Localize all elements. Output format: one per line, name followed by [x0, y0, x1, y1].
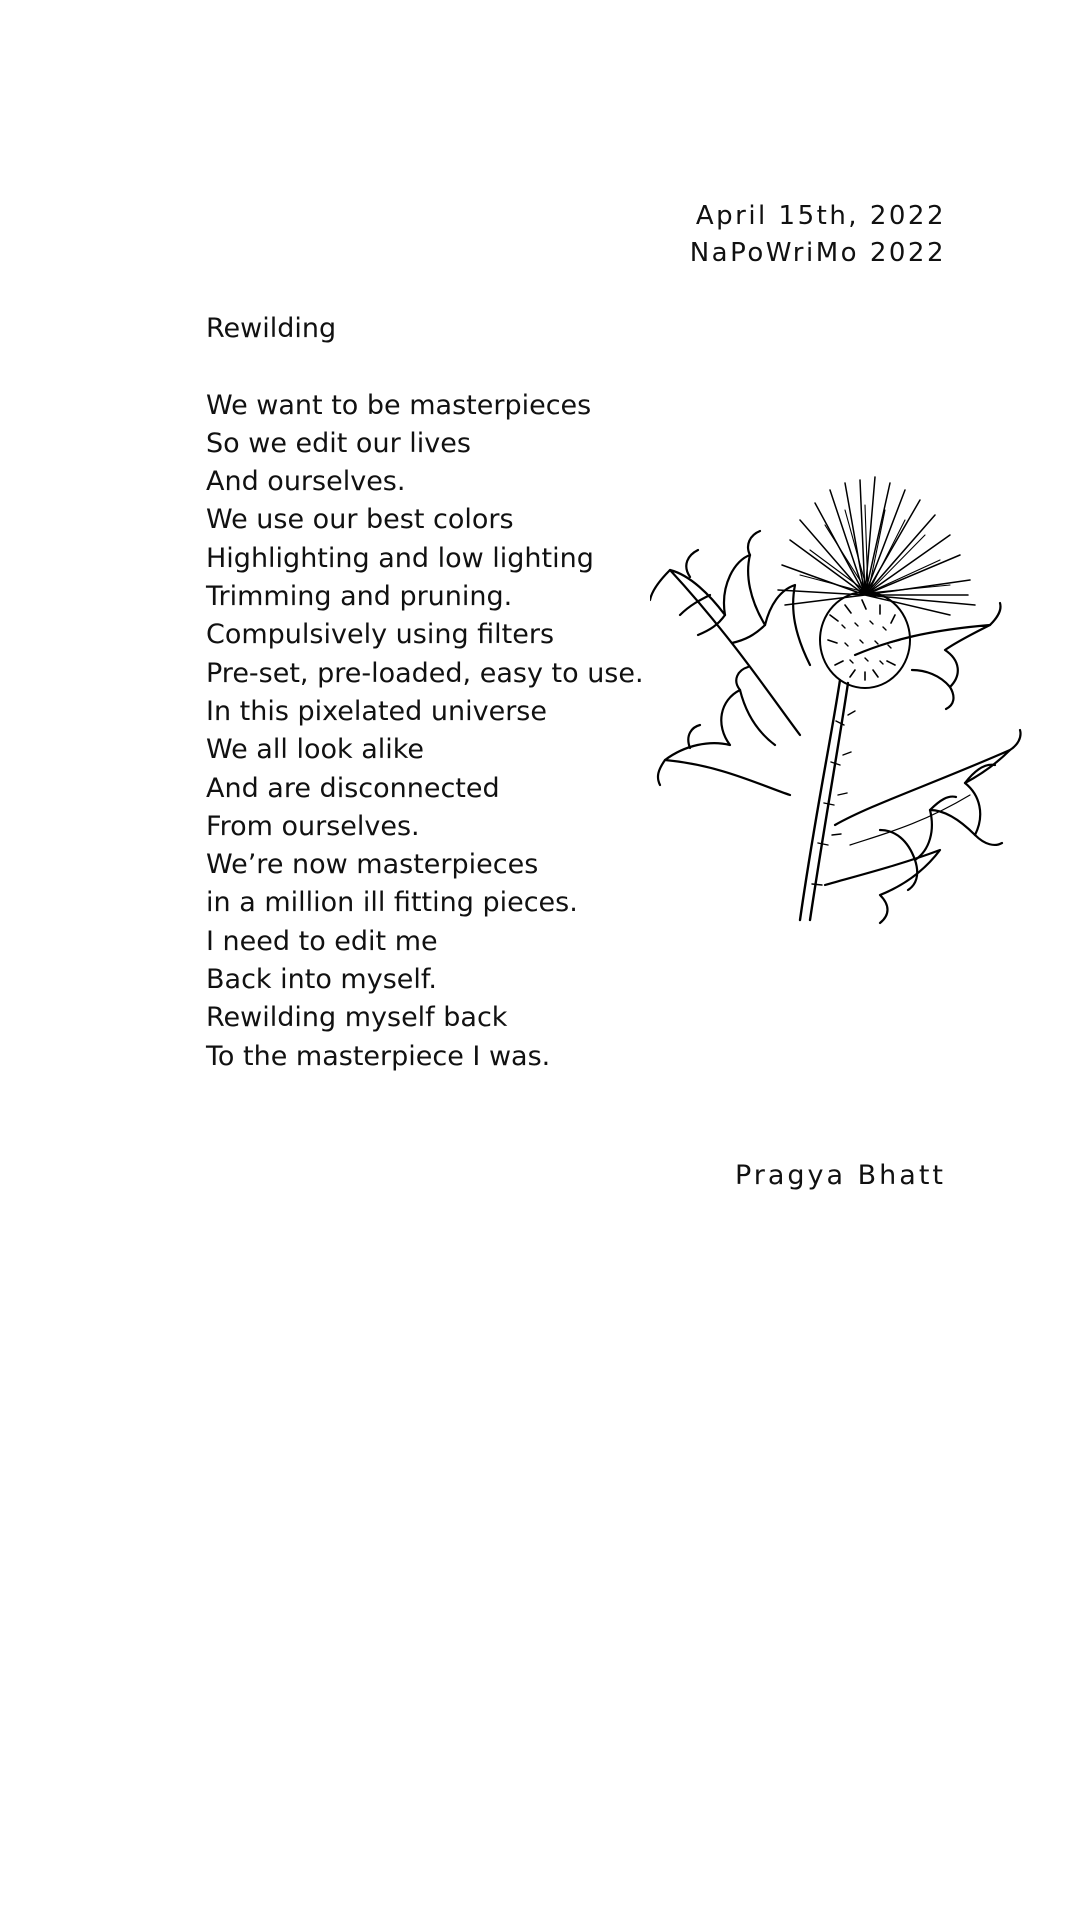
thistle-leaves [650, 531, 1021, 923]
poem-line: Highlighting and low lighting [206, 542, 594, 574]
poem-author: Pragya Bhatt [734, 1160, 946, 1191]
poem-line: And ourselves. [206, 466, 406, 498]
poem-line: in a million ill fitting pieces. [206, 887, 578, 919]
poem-event: NaPoWriMo 2022 [689, 238, 946, 268]
poem-lines [206, 387, 644, 1076]
poem-line: So we edit our lives [206, 427, 471, 459]
poem-header [690, 198, 946, 272]
poem-line: We want to be masterpieces [206, 389, 592, 421]
poem-line: To the masterpiece I was. [206, 1040, 551, 1072]
poem-line: Compulsively using filters [206, 619, 555, 651]
thistle-flower-head [778, 477, 975, 615]
poem-line: Back into myself. [206, 964, 438, 996]
poem-line: We all look alike [206, 734, 425, 766]
poem-line: From ourselves. [206, 810, 420, 842]
poem-line: I need to edit me [206, 925, 438, 957]
poem-line: Rewilding myself back [206, 1002, 508, 1034]
poem-line: We use our best colors [206, 504, 514, 536]
thistle-illustration-icon [650, 465, 1025, 925]
poem-line: Pre-set, pre-loaded, easy to use. [206, 657, 644, 689]
poem-line: In this pixelated universe [206, 695, 547, 727]
poem-line: Trimming and pruning. [206, 581, 513, 613]
poem-title: Rewilding [206, 313, 337, 344]
poem-date: April 15th, 2022 [695, 201, 946, 231]
poem-line: And are disconnected [206, 772, 500, 804]
poem-line: We’re now masterpieces [206, 849, 539, 881]
poem-body [206, 310, 644, 1076]
